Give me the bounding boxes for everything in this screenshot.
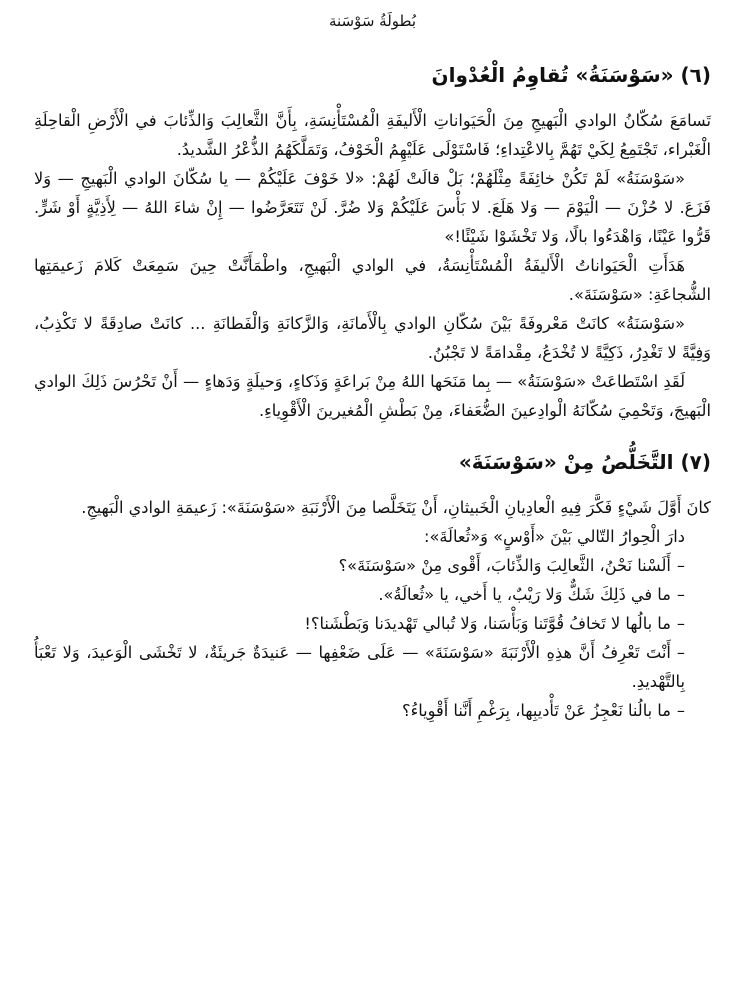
section-7-intro: كانَ أَوَّلَ شَيْءٍ فَكَّرَ فِيهِ الْعادِيانِ الْخَبيثانِ، أَنْ يَتَخَلَّصا مِنَ الْأَرْنَبَةِ «سَوْسَنَةَ»: زَعيمَةِ الوادي الْبَهيجِ. xyxy=(81,498,711,517)
section-6-title: (٦) «سَوْسَنَةُ» تُقاوِمُ الْعُدْوانَ xyxy=(431,63,711,87)
section-6-paragraph-5: لَقَدِ اسْتَطاعَتْ «سَوْسَنَةُ» — بِما مَنَحَها اللهُ مِنْ بَراعَةٍ وَذَكاءٍ، وَحيلَةٍ وَدَهاءٍ — أَنْ تَحْرُسَ ذَلِكَ الوادي الْبَهيجَ، وَتَحْمِيَ سُكّانَهُ الْوادِعينَ الضُّعَفاءَ، مِنْ بَطْشِ الْمُغيرينَ الْأَقْوِياءِ. xyxy=(34,372,711,420)
dialogue-dash: – xyxy=(676,614,685,633)
dialogue-text: أَنْتَ تَعْرِفُ أَنَّ هذِهِ الْأَرْنَبَةَ «سَوْسَنَةَ» — عَلَى ضَعْفِها — عَنيدَةٌ جَريئَةٌ، لا تَخْشَى الْوَعيدَ، وَلا تَعْبَأُ بِالتَّهْديدِ. xyxy=(34,643,685,691)
section-6-paragraph-1: تَسامَعَ سُكّانُ الوادي الْبَهيجِ مِنَ الْحَيَواناتِ الْأَليفَةِ الْمُسْتَأْنِسَةِ، بِأَنَّ الثَّعالِبَ وَالذِّئابَ في الْأَرْضِ الْقاحِلَةِ الْغَبْراء، تَجْتَمِعُ لِكَيْ تَهُمَّ بِالاعْتِداءِ؛ فَاسْتَوْلَى عَلَيْهِمُ الْخَوْفُ، وَتَمَلَّكَهُمُ الذُّعْرُ الشَّديدُ. xyxy=(34,111,711,159)
dialogue-list xyxy=(34,551,711,725)
dialogue-text: ما في ذَلِكَ شَكٌّ وَلا رَيْبٌ، يا أَخي، يا «ثُعالَةُ». xyxy=(378,585,671,604)
section-7-title: (٧) التَّخَلُّصُ مِنْ «سَوْسَنَةَ» xyxy=(458,450,711,474)
section-6-paragraph-3: هَدَأَتِ الْحَيَواناتُ الْأَليفَةُ الْمُسْتَأْنِسَةُ، في الوادي الْبَهيجِ، واطْمَأَنَّتْ حِينَ سَمِعَتْ كَلامَ زَعيمَتِها الشُّجاعَةِ: «سَوْسَنَةَ». xyxy=(34,256,711,304)
dialogue-text: ما بالُنا نَعْجِزُ عَنْ تَأْديبِها، بِرَغْمِ أَنَّنا أَقْوِياءُ؟ xyxy=(402,701,671,720)
dialogue-text: ما بالُها لا تَخافُ قُوَّتَنا وَبَأْسَنا، وَلا تُبالي تَهْديدَنا وَبَطْشَنا؟! xyxy=(304,614,671,633)
dialogue-text: أَلَسْنا نَحْنُ، الثَّعالِبَ وَالذِّئابَ، أَقْوى مِنْ «سَوْسَنَةَ»؟ xyxy=(338,556,671,575)
section-6-paragraph-4: «سَوْسَنَةُ» كانَتْ مَعْروفَةً بَيْنَ سُكّانِ الوادي بِالْأَمانَةِ، وَالزَّكانَةِ وَالْفَطانَةِ ... كانَتْ صادِقَةً لا تَكْذِبُ، وَفِيَّةً لا تَغْدِرُ، ذَكِيَّةً لا تُخْدَعُ، مِقْدامَةً لا تَجْبُنُ. xyxy=(34,314,711,362)
dialogue-line xyxy=(34,696,711,725)
dialogue-dash: – xyxy=(676,585,685,604)
dialogue-line xyxy=(34,638,711,696)
dialogue-line xyxy=(34,609,711,638)
dialogue-dash: – xyxy=(676,701,685,720)
running-head: بُطولَةُ سَوْسَنة xyxy=(328,12,417,30)
dialogue-line xyxy=(34,580,711,609)
dialogue-lead: دارَ الْحِوارُ التّالي بَيْنَ «أَوْسٍ» وَ«ثُعالَةَ»: xyxy=(423,527,685,546)
dialogue-line xyxy=(34,551,711,580)
document-page xyxy=(34,0,711,1000)
section-6-paragraph-2: «سَوْسَنَةُ» لَمْ تَكُنْ خائِفَةً مِثْلَهُمْ؛ بَلْ قالَتْ لَهُمْ: «لا خَوْفَ عَلَيْكُمْ — يا سُكّانَ الوادي الْبَهيجِ — وَلا فَزَعَ. لا حُزْنَ — الْيَوْمَ — وَلا هَلَعَ. لا بَأْسَ عَلَيْكُمْ وَلا ضُرَّ. لَنْ تَتَعَرَّضُوا — إِنْ شاءَ اللهُ — لِأَذِيَّةٍ أَوْ شَرٍّ. قَرُّوا عَيْنًا، وَاهْدَءُوا بالًا، وَلا تَخْشَوْا شَيْئًا!» xyxy=(34,169,711,246)
dialogue-dash: – xyxy=(676,643,685,662)
dialogue-dash: – xyxy=(676,556,685,575)
